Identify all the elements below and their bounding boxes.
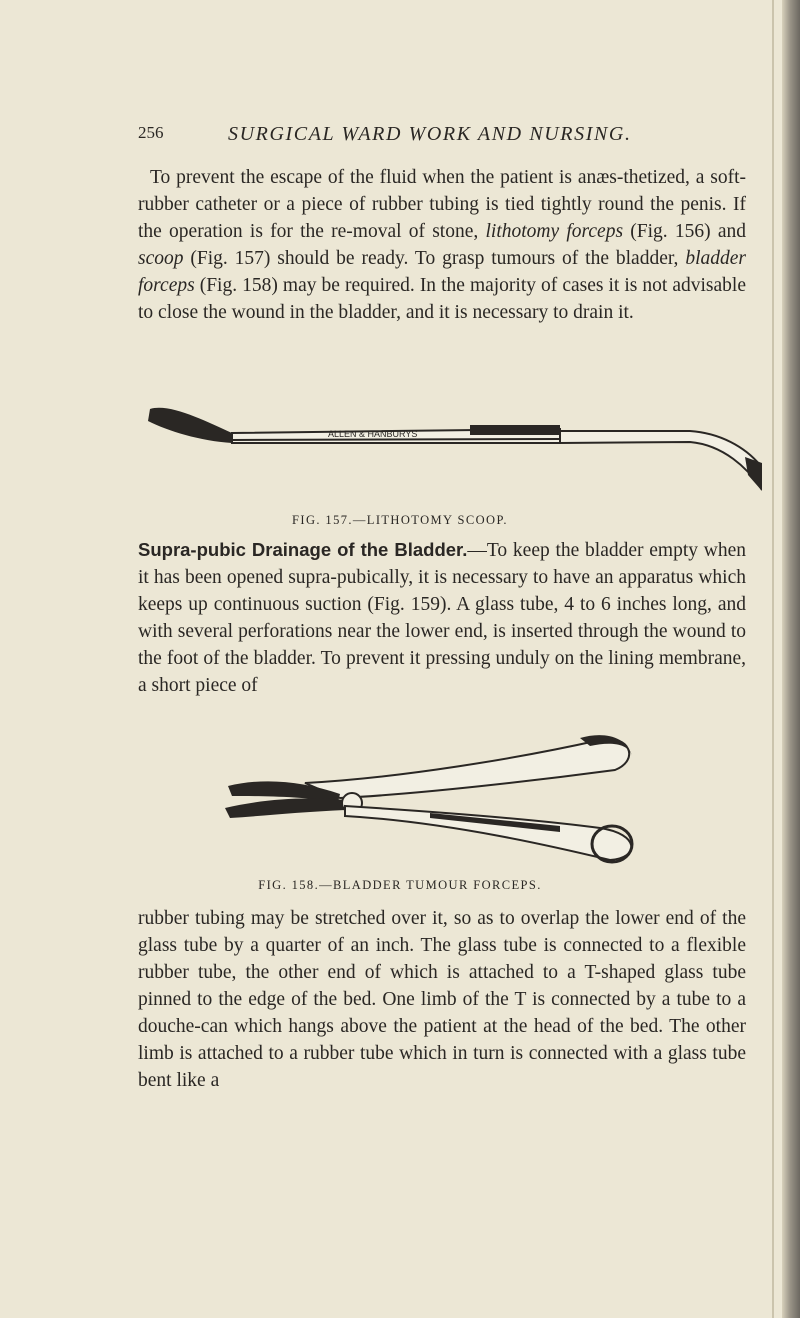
paragraph-1-text-a: To prevent the escape of the fluid when the patient is anæs-thetized, a soft-rubber catheter or a piece of rubber tubing is tied tightly round the penis. If the operation is for the re-moval of stone, [138, 167, 746, 242]
lower-jaw [225, 798, 345, 818]
bladder-forceps-drawing [0, 718, 800, 868]
maker-engraving: ALLEN & HANBURYS [328, 429, 418, 439]
page-edge-line [772, 0, 774, 1318]
paragraph-2-text: —To keep the bladder empty when it has been opened supra-pubically, it is necessary to have an apparatus which keeps up continuous suction (Fig. 159). A glass tube, 4 to 6 inches long, and with several perforations near the lower end, is inserted through the wound to the foot of the bladder. To prevent it pressing unduly on the lining membrane, a short piece of [138, 540, 746, 696]
term-scoop: scoop [138, 248, 184, 269]
lower-handle [345, 806, 631, 860]
term-bladder-forceps: bladder forceps [138, 248, 746, 296]
upper-handle [305, 739, 629, 798]
running-title: SURGICAL WARD WORK AND NURSING. [228, 123, 632, 145]
figure-157-illustration [0, 395, 800, 495]
figure-158-illustration [0, 718, 800, 868]
paragraph-1-text-b: (Fig. 156) and [623, 221, 746, 242]
section-heading: Supra-pubic Drainage of the Bladder. [138, 539, 468, 560]
figure-158-caption: FIG. 158.—BLADDER TUMOUR FORCEPS. [258, 878, 542, 892]
paragraph-1-text-c: (Fig. 157) should be ready. To grasp tumours of the bladder, [183, 248, 686, 269]
figure-157-caption: FIG. 157.—LITHOTOMY SCOOP. [292, 513, 508, 527]
term-lithotomy-forceps: lithotomy forceps [485, 221, 624, 242]
lithotomy-scoop-drawing [0, 395, 800, 495]
scoop-handle [560, 431, 760, 487]
paragraph-1 [138, 164, 746, 326]
book-spine-shadow [782, 0, 800, 1318]
page-number: 256 [138, 123, 164, 142]
scoop-grip [470, 425, 560, 435]
paragraph-drainage [138, 536, 746, 699]
handle-tip [745, 457, 762, 491]
paragraph-2 [138, 536, 746, 699]
paragraph-catheter [138, 164, 746, 326]
paragraph-1-text-d: (Fig. 158) may be required. In the majority of cases it is not advisable to close the wound in the bladder, and it is necessary to drain it. [138, 275, 746, 323]
paragraph-tubing [138, 905, 746, 1094]
scoop-bowl [148, 408, 232, 443]
paragraph-3: rubber tubing may be stretched over it, so as to overlap the lower end of the glass tube by a quarter of an inch. The glass tube is connected to a flexible rubber tube, the other end of which is attached to a T-shaped glass tube pinned to the edge of the bed. One limb of the T is connected by a tube to a douche-can which hangs above the patient at the head of the bed. The other limb is attached to a rubber tube which in turn is connected with a glass tube bent like a [138, 908, 746, 1091]
